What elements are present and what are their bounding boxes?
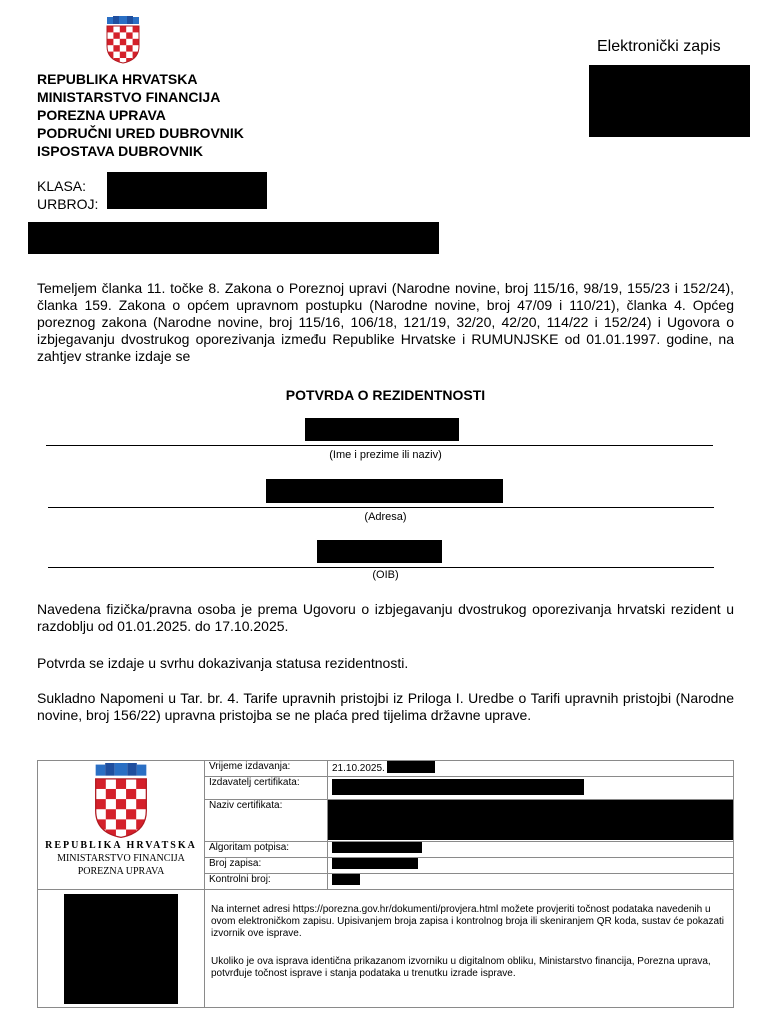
seal-line: REPUBLIKA HRVATSKA [45,840,197,851]
signature-algorithm-label: Algoritam potpisa: [205,842,328,858]
redacted-block [28,222,439,254]
seal-line: POREZNA UPRAVA [77,866,165,877]
redacted-inline [332,842,422,853]
redacted-inline [328,800,733,840]
header-line: ISPOSTAVA DUBROVNIK [37,143,203,159]
oib-field-line [48,567,714,568]
redacted-block [589,65,750,137]
certificate-name-label: Naziv certifikata: [205,800,328,842]
redacted-block [107,172,267,209]
document-title: POTVRDA O REZIDENTNOSTI [285,387,486,403]
redacted-inline [332,874,360,885]
name-field-line [46,445,713,446]
seal-cell [38,761,205,890]
issuer-header [37,70,244,160]
control-number-label: Kontrolni broj: [205,874,328,890]
header-line: REPUBLIKA HRVATSKA [37,71,198,87]
qr-code-cell [38,890,205,1008]
redacted-inline [332,779,584,795]
redacted-qr-code [64,894,178,1004]
intro-paragraph: Temeljem članka 11. točke 8. Zakona o Poreznoj upravi (Narodne novine, broj 115/16, 98/19, 155/23 i 152/24), članka 159. Zakona o općem upravnom postupku (Narodne novine, broj 47/09 i 110/21), članka 4. Općeg poreznog zakona (Narodne novine, broj 115/16, 106/18, 121/19, 32/20, 42/20, 114/22 i 152/24) i Ugovora o izbjegavanju dvostrukog oporezivanja između Republike Hrvatske i RUMUNJSKE od 01.01.1997. godine, na zahtjev stranke izdaje se [37,280,734,364]
reference-block [37,177,98,213]
certificate-issuer-label: Izdavatelj certifikata: [205,777,328,800]
klasa-label: KLASA: [37,178,87,194]
purpose-paragraph: Potvrda se izdaje u svrhu dokazivanja statusa rezidentnosti. [37,655,409,671]
croatian-coat-of-arms-icon [106,16,140,64]
certificate-name-value [328,800,734,842]
issue-time-label: Vrijeme izdavanja: [205,761,328,777]
authenticity-note: Ukoliko je ova isprava identična prikazanom izvorniku u digitalnom obliku, Ministarstvo financija, Porezna uprava, potvrđuje točnost isprave i stanja podataka u trenutku izrade isprave. [211,956,711,979]
certificate-issuer-value [328,777,734,800]
header-line: PODRUČNI URED DUBROVNIK [37,125,244,141]
fee-paragraph: Sukladno Napomeni u Tar. br. 4. Tarife upravnih pristojbi iz Priloga I. Uredbe o Tarifi upravnih pristojbi (Narodne novine, broj 156/22) upravna pristojba se ne plaća pred tijelima državne uprave. [37,690,734,723]
seal-line: MINISTARSTVO FINANCIJA [57,853,185,864]
header-line: MINISTARSTVO FINANCIJA [37,89,221,105]
verification-note-cell [205,890,734,1008]
electronic-record-label: Elektronički zapis [597,38,721,55]
redacted-block [317,540,442,563]
redacted-block [305,418,459,441]
oib-caption: (OIB) [372,569,399,581]
record-number-label: Broj zapisa: [205,858,328,874]
signature-info-table [37,760,734,1008]
address-caption: (Adresa) [364,511,407,523]
record-number-value [328,858,734,874]
name-caption: (Ime i prezime ili naziv) [329,449,442,461]
residency-paragraph: Navedena fizička/pravna osoba je prema Ugovoru o izbjegavanju dvostrukog oporezivanja hrvatski rezident u razdoblju od 01.01.2025. do 17.10.2025. [37,601,734,634]
urbroj-label: URBROJ: [37,196,99,212]
header-line: POREZNA UPRAVA [37,107,166,123]
signature-algorithm-value [328,842,734,858]
redacted-block [266,479,503,503]
redacted-inline [332,858,418,869]
redacted-inline [387,761,435,773]
issue-time-value [328,761,734,777]
verification-note: Na internet adresi https://porezna.gov.hr/dokumenti/provjera.html možete provjeriti točnost podataka navedenih u ovom elektroničkom zapisu. Upisivanjem broja zapisa i kontrolnog broja ili skeniranjem QR koda, sustav će pokazati izvornik ove isprave. [211,904,725,939]
croatian-coat-of-arms-icon [93,763,149,839]
control-number-value [328,874,734,890]
address-field-line [48,507,714,508]
issue-date: 21.10.2025. [332,763,385,774]
